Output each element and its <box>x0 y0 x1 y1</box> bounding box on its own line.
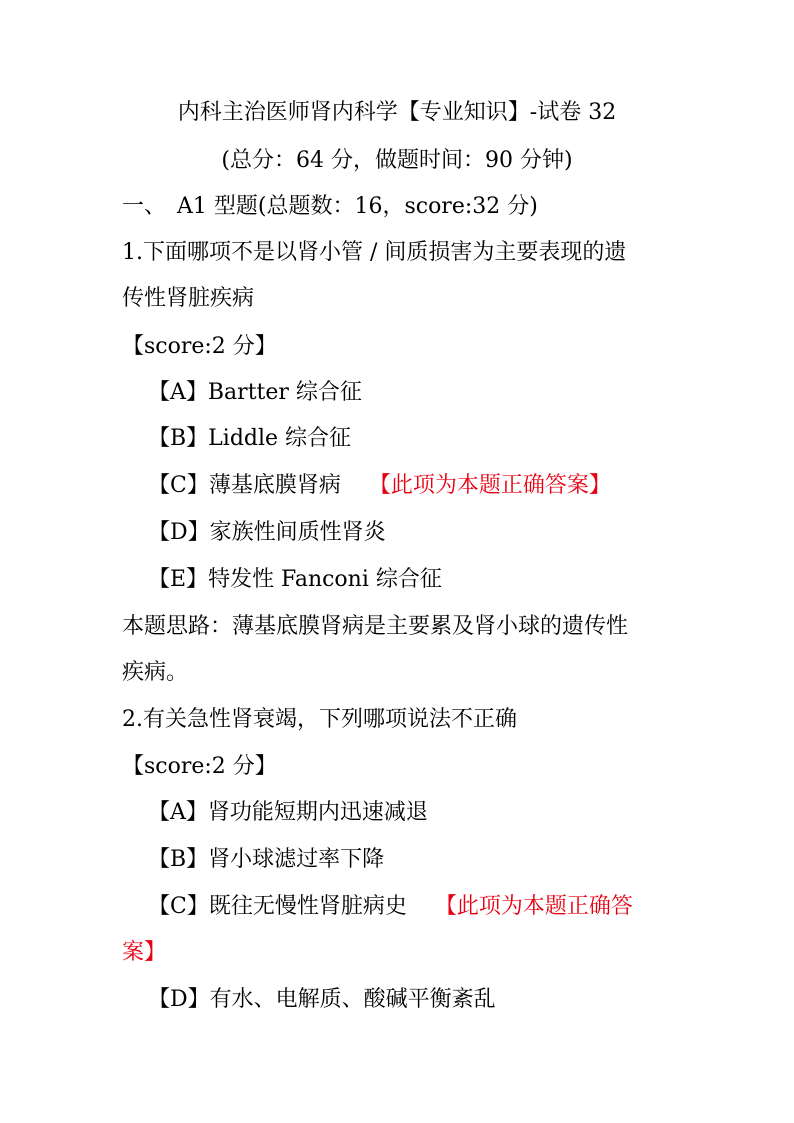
option-label: 【B】 <box>148 847 209 872</box>
option-label: 【D】 <box>148 987 210 1012</box>
question-1-score: 【score:2 分】 <box>122 334 277 359</box>
correct-answer-mark: 【此项为本题正确答案】 <box>368 473 611 498</box>
question-2-score: 【score:2 分】 <box>122 754 277 779</box>
option-text: 既往无慢性肾脏病史 <box>208 894 407 919</box>
question-2-stem: 2.有关急性肾衰竭，下列哪项说法不正确 <box>122 707 517 732</box>
correct-answer-mark-part2: 案】 <box>122 940 167 965</box>
question-1-option-c <box>148 471 684 501</box>
question-1-stem-line2: 传性肾脏疾病 <box>122 286 255 311</box>
question-1-explanation-line1: 本题思路：薄基底膜肾病是主要累及肾小球的遗传性 <box>122 614 629 639</box>
option-label: 【B】 <box>148 426 209 451</box>
question-2-option-d <box>148 985 684 1015</box>
correct-answer-mark-part1: 【此项为本题正确答 <box>434 894 633 919</box>
option-text: 特发性 Fanconi 综合征 <box>208 567 442 592</box>
question-2-option-b <box>148 845 684 875</box>
option-label: 【E】 <box>148 567 209 592</box>
option-text: 肾小球滤过率下降 <box>208 847 385 872</box>
option-label: 【D】 <box>148 520 210 545</box>
question-1-stem-line1: 1.下面哪项不是以肾小管 / 间质损害为主要表现的遗 <box>122 240 627 265</box>
section-heading: 一、 A1 型题(总题数：16，score:32 分) <box>122 194 538 219</box>
option-text: Liddle 综合征 <box>208 426 352 451</box>
question-1-option-e <box>148 565 684 595</box>
option-label: 【C】 <box>148 473 209 498</box>
option-label: 【A】 <box>148 800 208 825</box>
option-label: 【A】 <box>148 380 208 405</box>
option-text: 有水、电解质、酸碱平衡紊乱 <box>209 987 496 1012</box>
option-text: Bartter 综合征 <box>207 380 362 405</box>
doc-subtitle: (总分：64 分，做题时间：90 分钟) <box>221 148 573 173</box>
question-2-option-c <box>148 892 684 922</box>
question-1-explanation-line2: 疾病。 <box>122 660 189 685</box>
option-text: 肾功能短期内迅速减退 <box>207 800 428 825</box>
option-text: 薄基底膜肾病 <box>208 473 341 498</box>
question-1-option-b <box>148 424 684 454</box>
option-label: 【C】 <box>148 894 209 919</box>
option-text: 家族性间质性肾炎 <box>209 520 386 545</box>
question-1-option-d <box>148 518 684 548</box>
question-2-option-a <box>148 798 684 828</box>
doc-title: 内科主治医师肾内科学【专业知识】-试卷 32 <box>177 100 617 125</box>
question-1-option-a <box>148 378 684 408</box>
